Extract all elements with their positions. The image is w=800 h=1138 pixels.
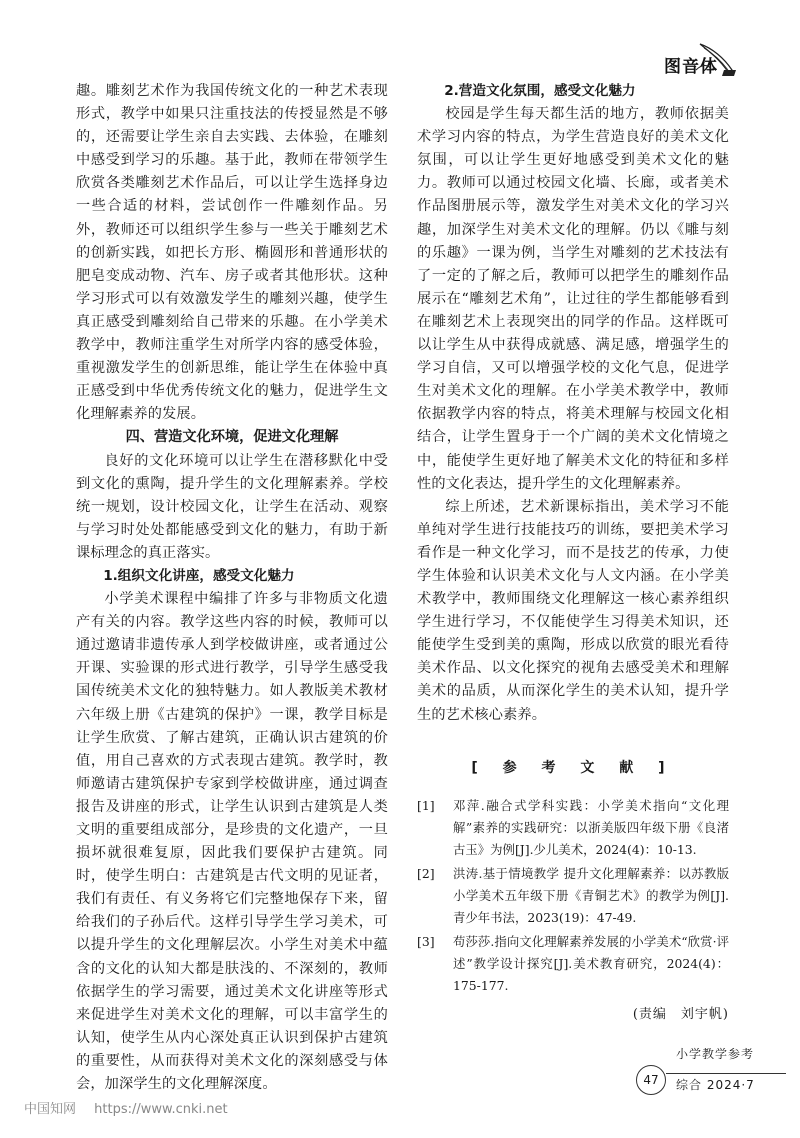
left-column — [76, 80, 388, 1096]
reference-number: [1] — [417, 797, 435, 813]
reference-number: [2] — [417, 865, 435, 881]
reference-item — [417, 931, 729, 997]
references-heading: [ 参 考 文 献 ] — [471, 759, 675, 776]
page-number: 47 — [636, 1065, 666, 1095]
section-heading: 四、营造文化环境，促进文化理解 — [125, 429, 339, 446]
paragraph: 趣。雕刻艺术作为我国传统文化的一种艺术表现形式，教学中如果只注重技法的传授显然是不够的，还需要让学生亲自去实践、去体验，在雕刻中感受到学习的乐趣。基于此，教师在带领学生欣赏各类雕刻艺术作品后，可以让学生选择身边一些合适的材料，尝试创作一件雕刻作品。另外，教师还可以组织学生参与一些关于雕刻艺术的创新实践，如把长方形、椭圆形和普通形状的肥皂变成动物、汽车、房子或者其他形状。这种学习形式可以有效激发学生的雕刻兴趣，使学生真正感受到雕刻给自己带来的乐趣。在小学美术教学中，教师注重学生对所学内容的感受体验，重视激发学生的创新思维，能让学生在体验中真正感受到中华优秀传统文化的魅力，促进学生文化理解素养的发展。 — [76, 83, 388, 423]
watermark-brand: 中国知网 — [24, 1102, 77, 1117]
reference-number: [3] — [417, 933, 435, 949]
subsection-heading: 2.营造文化氛围，感受文化魅力 — [444, 83, 636, 99]
footer-divider — [666, 1073, 786, 1074]
section-title: 图音体 — [664, 57, 718, 77]
subsection-heading: 1.组织文化讲座，感受文化魅力 — [103, 567, 295, 584]
reference-text: 洪涛.基于情境教学 提升文化理解素养：以苏教版小学美术五年级下册《青铜艺术》的教学为例[J].青少年书法，2023(19)：47-49. — [453, 865, 729, 925]
reference-text: 邓萍.融合式学科实践：小学美术指向“文化理解”素养的实践研究：以浙美版四年级下册《良渚古玉》为例[J].少儿美术，2024(4)：10-13. — [453, 797, 729, 857]
paragraph: 小学美术课程中编排了许多与非物质文化遗产有关的内容。教学这些内容的时候，教师可以通过邀请非遗传承人到学校做讲座，或者通过公开课、实验课的形式进行教学，引导学生感受我国传统美术文化的独特魅力。如人教版美术教材六年级上册《古建筑的保护》一课，教学目标是让学生欣赏、了解古建筑，正确认识古建筑的价值，用自己喜欢的方式表现古建筑。教学时，教师邀请古建筑保护专家到学校做讲座，通过调查报告及讲座的形式，让学生认识到古建筑是人类文明的重要组成部分，是珍贵的文化遗产，一旦损坏就很难复原，因此我们要保护古建筑。同时，使学生明白：古建筑是古代文明的见证者，我们有责任、有义务将它们完整地保存下来，留给我们的子孙后代。这样引导学生学习美术，可以提升学生的文化理解层次。小学生对美术中蕴含的文化的认知大都是肤浅的、不深刻的，教师依据学生的学习需要，通过美术文化讲座等形式来促进学生对美术文化的理解，可以丰富学生的认知，使学生从内心深处真正认识到保护古建筑的重要性，从而获得对美术文化的深刻感受与体会，加深学生的文化理解深度。 — [76, 591, 388, 1093]
reference-item — [417, 863, 729, 929]
issue-label: 综合 2024·7 — [676, 1078, 755, 1092]
paragraph: 综上所述，艺术新课标指出，美术学习不能单纯对学生进行技能技巧的训练，要把美术学习看作是一种文化学习，而不是技艺的传承，力使学生体验和认识美术文化与人文内涵。在小学美术教学中，教师围绕文化理解这一核心素养组织学生进行学习，不仅能使学生习得美术知识，还能使学生受到美的熏陶，形成以欣赏的眼光看待美术作品、以文化探究的视角去感受美术和理解美术的品质，从而深化学生的美术认知，提升学生的艺术核心素养。 — [417, 498, 729, 723]
reference-item — [417, 795, 729, 861]
cnki-watermark — [24, 1098, 228, 1117]
right-column — [417, 80, 729, 1022]
paragraph: 良好的文化环境可以让学生在潜移默化中受到文化的熏陶，提升学生的文化理解素养。学校统一规划，设计校园文化，让学生在活动、观察与学习时处处都能感受到文化的魅力，有助于新课标理念的真正落实。 — [76, 452, 388, 561]
watermark-url[interactable]: https://www.cnki.net — [94, 1102, 228, 1117]
journal-name: 小学教学参考 — [676, 1047, 755, 1061]
page-footer — [636, 1045, 786, 1097]
reference-text: 苟莎莎.指向文化理解素养发展的小学美术“欣赏·评述”教学设计探究[J].美术教育研究，2024(4)：175-177. — [453, 933, 729, 993]
paragraph: 校园是学生每天都生活的地方，教师依据美术学习内容的特点，为学生营造良好的美术文化氛围，可以让学生更好地感受到美术文化的魅力。教师可以通过校园文化墙、长廊，或者美术作品图册展示等，激发学生对美术文化的学习兴趣，加深学生对美术文化的理解。仍以《雕与刻的乐趣》一课为例，当学生对雕刻的艺术技法有了一定的了解之后，教师可以把学生的雕刻作品展示在“雕刻艺术角”，让过往的学生都能够看到在雕刻艺术上表现突出的同学的作品。这样既可以让学生从中获得成就感、满足感，增强学生的学习自信，又可以增强学校的文化气息，促进学生对美术文化的理解。在小学美术教学中，教师依据教学内容的特点，将美术理解与校园文化相结合，让学生置身于一个广阔的美术文化情境之中，能使学生更好地了解美术文化的特征和多样性的文化表达，提升学生的文化理解素养。 — [417, 106, 729, 492]
page-header — [578, 40, 738, 80]
editor-credit: (责编 刘宇帆) — [632, 1006, 729, 1022]
quill-pen-icon — [694, 40, 738, 78]
